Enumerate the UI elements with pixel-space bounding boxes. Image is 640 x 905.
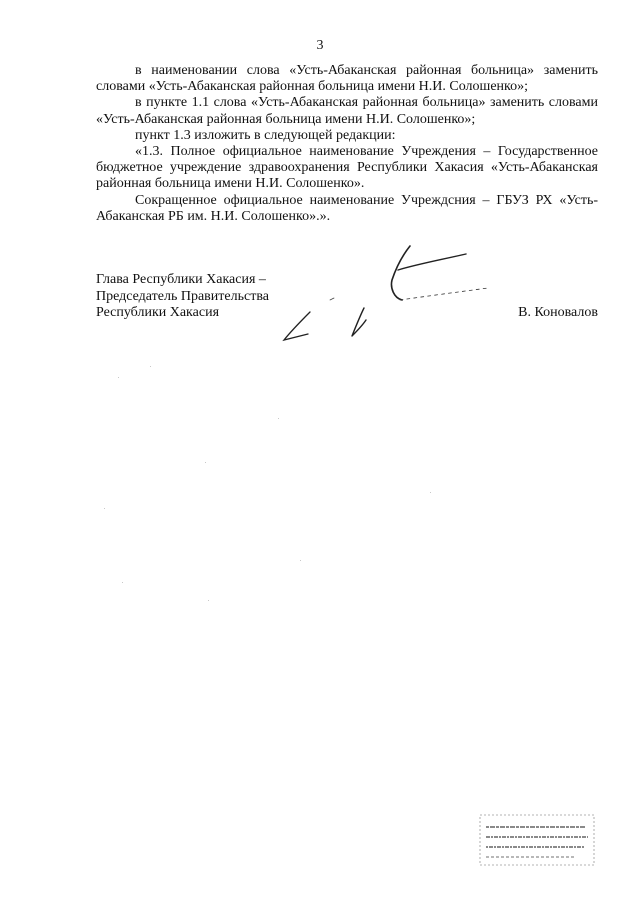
signatory-title-line: Глава Республики Хакасия – xyxy=(96,272,266,287)
page-number: 3 xyxy=(316,38,324,53)
paragraph-clause-1-1-amendment: в пункте 1.1 слова «Усть-Абаканская районная больница» заменить словами «Усть-Абаканская районная больница имени Н.И. Солошенко»; xyxy=(96,95,598,127)
paragraph-clause-1-3-intro: пункт 1.3 изложить в следующей редакции: xyxy=(135,127,396,143)
signer-name: В. Коновалов xyxy=(518,305,598,320)
paragraph-short-official-name: Сокращенное официальное наименование Учреждсния – ГБУЗ РХ «Усть-Абаканская РБ им. Н.И. Солошенко».». xyxy=(96,192,598,224)
signatory-title-line: Председатель Правительства xyxy=(96,288,269,304)
paragraph-naming-amendment: в наименовании слова «Усть-Абаканская районная больница» заменить словами «Усть-Абаканская районная больница имени Н.И. Солошенко»; xyxy=(96,63,598,95)
registration-stamp xyxy=(478,813,596,867)
paragraph-full-official-name: «1.3. Полное официальное наименование Учреждения – Государственное бюджетное учреждение здравоохранения Республики Хакасия «Усть-Абаканская районная больница имени Н.И. Солошенко». xyxy=(96,144,598,192)
signatory-title xyxy=(96,272,269,322)
signatory-title-line: Республики Хакасия xyxy=(96,305,220,320)
document-body xyxy=(96,63,598,225)
handwritten-signature xyxy=(270,240,500,350)
